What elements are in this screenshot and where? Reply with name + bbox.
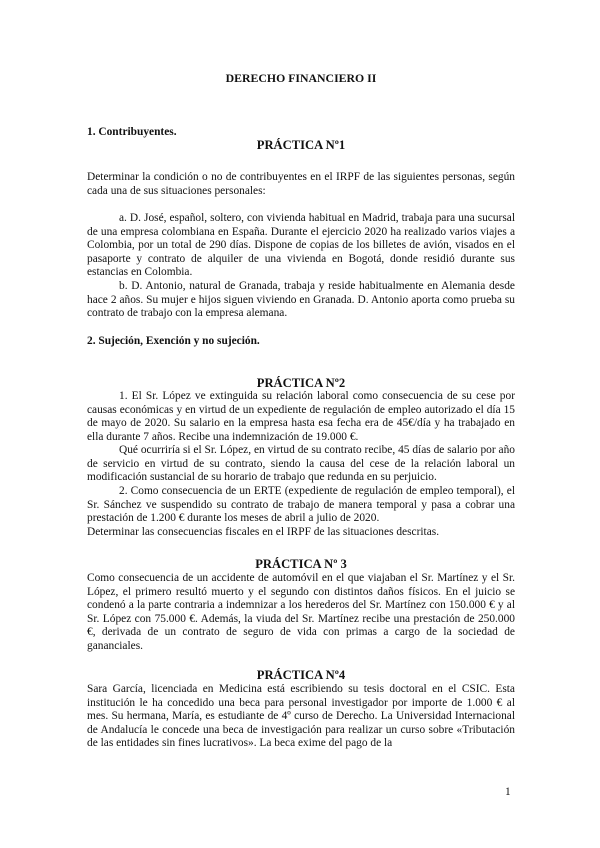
practica1-item-a: a. D. José, español, soltero, con vivienda habitual en Madrid, trabaja para una sucursal de una empresa colombiana en España. Durante el ejercicio 2020 ha realizado varios viajes a Colombia, por un total de 290 días. Dispone de copias de los billetes de avión, visados en el pasaporte y contrato de alquiler de una vivienda en Bogotá, donde residió durante sus estancias en Colombia. [87,212,515,279]
practica2-paragraph-4: Determinar las consecuencias fiscales en el IRPF de las situaciones descritas. [87,526,440,538]
section1-heading: 1. Contribuyentes. [87,126,177,138]
document-title: DERECHO FINANCIERO II [225,71,377,85]
practica3-text: Como consecuencia de un accidente de automóvil en el que viajaban el Sr. Martínez y el Sr. López, el primero resultó muerto y el segundo con distintos daños físicos. En el juicio se condenó a la parte contraria a indemnizar a los herederos del Sr. Martínez con 150.000 € y al Sr. López con 75.000 €. Además, la viuda del Sr. Martínez recibe una prestación de 250.000 €, derivada de un contrato de seguro de vida con primas a cargo de la sociedad de gananciales. [87,572,515,652]
practica2-title: PRÁCTICA Nº2 [256,376,346,390]
practica4-text: Sara García, licenciada en Medicina está escribiendo su tesis doctoral en el CSIC. Esta institución le ha concedido una beca para personal investigador por importe de 1.000 € al mes. Su hermana, María, es estudiante de 4º curso de Derecho. La Universidad Internacional de Andalucía le concede una beca de investigación para realizar un curso sobre «Tributación de las entidades sin fines lucrativos». La beca exime del pago de la [87,683,515,750]
practica4-title: PRÁCTICA Nº4 [256,668,346,682]
page-number: 1 [505,786,511,798]
section2-heading: 2. Sujeción, Exención y no sujeción. [87,335,260,347]
practica1-intro: Determinar la condición o no de contribuyentes en el IRPF de las siguientes personas, según cada una de sus situaciones personales: [87,171,515,197]
practica3-title: PRÁCTICA Nº 3 [255,557,347,571]
practica2-paragraph-3: 2. Como consecuencia de un ERTE (expediente de regulación de empleo temporal), el Sr. Sánchez ve suspendido su contrato de trabajo de manera temporal y pasa a cobrar una prestación de 1.200 € durante los meses de abril a julio de 2020. [87,485,515,525]
practica2-paragraph-2: Qué ocurriría si el Sr. López, en virtud de su contrato recibe, 45 días de salario por año de servicio en virtud de su contrato, siendo la causa del cese de la relación laboral un modificación sustancial de su horario de trabajo que redunda en su perjuicio. [87,444,515,484]
practica1-title: PRÁCTICA Nº1 [256,138,346,152]
practica2-paragraph-1: 1. El Sr. López ve extinguida su relación laboral como consecuencia de su cese por causas económicas y en virtud de un expediente de regulación de empleo autorizado el día 15 de mayo de 2020. Su salario en la empresa hasta esa fecha era de 45€/día y ha trabajado en ella durante 7 años. Recibe una indemnización de 19.000 €. [87,390,515,443]
practica1-item-b: b. D. Antonio, natural de Granada, trabaja y reside habitualmente en Alemania desde hace 2 años. Su mujer e hijos siguen viviendo en Granada. D. Antonio aporta como prueba su contrato de trabajo con la empresa alemana. [87,280,515,320]
